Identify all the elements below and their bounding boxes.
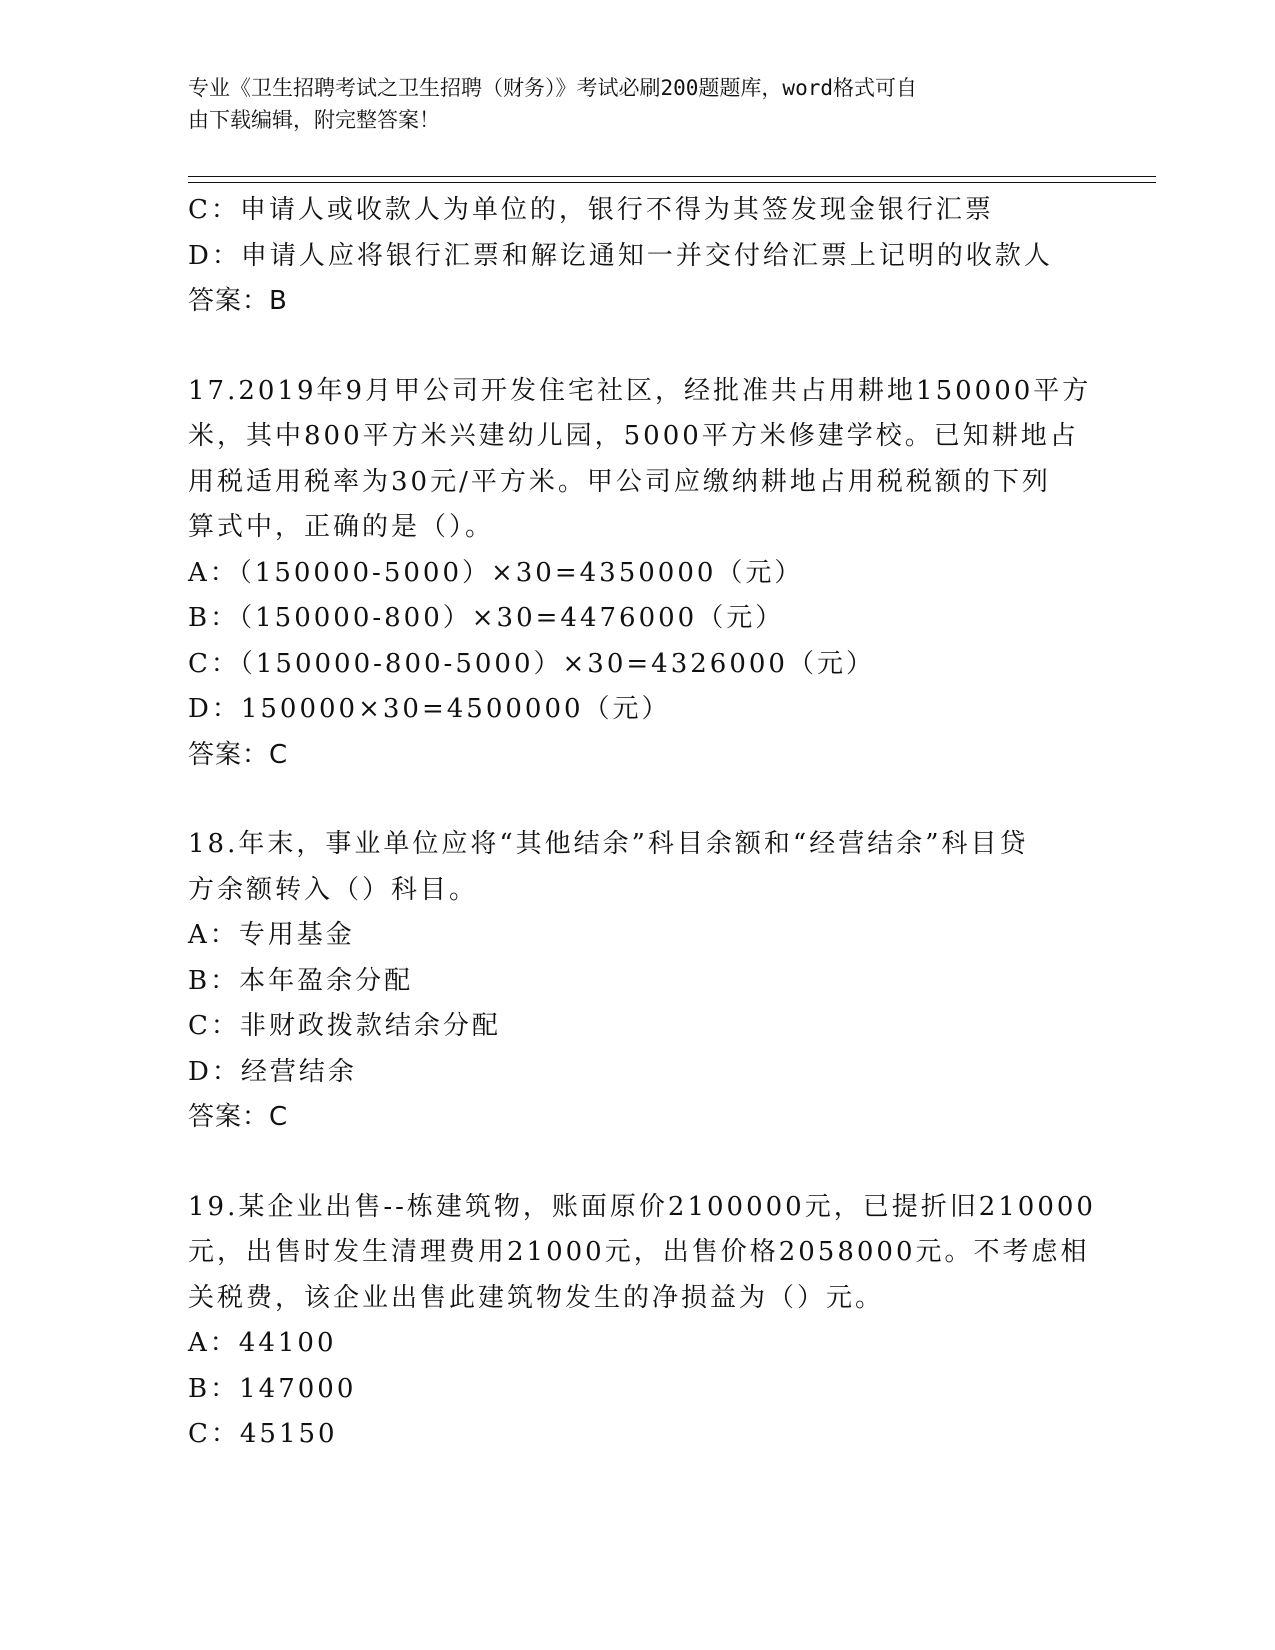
question-stem-line: 米，其中800平方米兴建幼儿园，5000平方米修建学校。已知耕地占 <box>188 421 1079 451</box>
question-stem-line: 17.2019年9月甲公司开发住宅社区，经批准共占用耕地150000平方 <box>188 375 1092 406</box>
option-c: C：非财政拨款结余分配 <box>188 1011 501 1041</box>
question-stem-line: 算式中，正确的是（）。 <box>188 512 495 542</box>
option-c: C：申请人或收款人为单位的，银行不得为其签发现金银行汇票 <box>188 195 994 225</box>
option-d: D：经营结余 <box>188 1056 357 1087</box>
question-stem-line: 方余额转入（）科目。 <box>188 874 479 905</box>
question-gap <box>188 325 1088 369</box>
question-stem-line: 关税费，该企业出售此建筑物发生的净损益为（）元。 <box>188 1282 885 1313</box>
option-a: A：专用基金 <box>188 920 355 950</box>
header-title-line-2: 由下载编辑，附完整答案！ <box>188 108 440 132</box>
option-a: A：（150000-5000）×30=4350000（元） <box>188 557 804 588</box>
header-title-line-1: 专业《卫生招聘考试之卫生招聘（财务）》考试必刷200题题库，word格式可自 <box>188 76 917 100</box>
option-b: B：（150000-800）×30=4476000（元） <box>188 603 785 633</box>
question-stem-line: 元，出售时发生清理费用21000元，出售价格2058000元。不考虑相 <box>188 1237 1090 1267</box>
question-17 <box>188 369 1092 779</box>
header-divider-top <box>188 176 1156 177</box>
header-divider-bottom <box>188 182 1156 183</box>
option-d: D：申请人应将银行汇票和解讫通知一并交付给汇票上记明的收款人 <box>188 240 1053 271</box>
question-stem-line: 18.年末，事业单位应将“其他结余”科目余额和“经营结余”科目贷 <box>188 829 1029 859</box>
question-gap <box>188 778 1088 822</box>
option-a: A：44100 <box>188 1328 337 1358</box>
question-18 <box>188 822 1088 1141</box>
question-gap <box>188 1141 1088 1185</box>
option-c: C：（150000-800-5000）×30=4326000（元） <box>188 648 875 679</box>
option-b: B：147000 <box>188 1373 357 1404</box>
question-list <box>188 188 1096 1458</box>
answer-label: 答案：B <box>188 286 288 316</box>
question-stem-line: 用税适用税率为30元/平方米。甲公司应缴纳耕地占用税税额的下列 <box>188 466 1051 497</box>
option-b: B：本年盈余分配 <box>188 965 414 996</box>
option-d: D：150000×30=4500000（元） <box>188 694 671 724</box>
question-19 <box>188 1185 1096 1458</box>
answer-label: 答案：C <box>188 1102 289 1132</box>
question-stem-line: 19.某企业出售--栋建筑物，账面原价2100000元，已提折旧210000 <box>188 1191 1096 1222</box>
option-c: C：45150 <box>188 1419 338 1449</box>
document-header <box>188 72 1078 136</box>
answer-label: 答案：C <box>188 739 289 770</box>
prev-question-tail <box>188 188 1088 325</box>
